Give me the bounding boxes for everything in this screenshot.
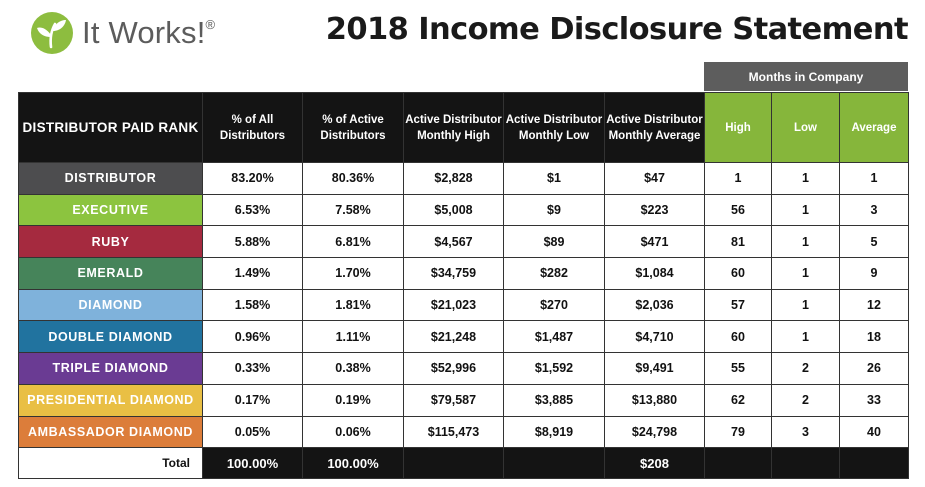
months-low-cell: 1 (772, 258, 840, 290)
months-avg-cell: 9 (840, 258, 909, 290)
monthly-avg-cell: $13,880 (605, 384, 705, 416)
total-row (19, 448, 909, 479)
monthly-high-cell: $21,023 (404, 289, 504, 321)
rank-cell: EMERALD (19, 258, 203, 290)
column-header: High (705, 93, 772, 163)
monthly-low-cell: $270 (504, 289, 605, 321)
pct-all-cell: 0.05% (203, 416, 303, 448)
pct-all-cell: 83.20% (203, 163, 303, 195)
table-row (19, 226, 909, 258)
months-low-cell: 2 (772, 353, 840, 385)
table-row (19, 289, 909, 321)
rank-cell: AMBASSADOR DIAMOND (19, 416, 203, 448)
months-low-cell: 1 (772, 289, 840, 321)
column-header: % of Active Distributors (303, 93, 404, 163)
table-row (19, 416, 909, 448)
monthly-avg-cell: $2,036 (605, 289, 705, 321)
monthly-low-cell: $282 (504, 258, 605, 290)
brand-name: It Works! (82, 15, 206, 50)
registered-mark: ® (205, 17, 216, 32)
months-avg-cell: 12 (840, 289, 909, 321)
total-avg: $208 (605, 448, 705, 479)
months-low-cell: 1 (772, 226, 840, 258)
months-high-cell: 60 (705, 258, 772, 290)
total-months-high (705, 448, 772, 479)
pct-all-cell: 0.33% (203, 353, 303, 385)
rank-cell: DOUBLE DIAMOND (19, 321, 203, 353)
months-high-cell: 1 (705, 163, 772, 195)
monthly-high-cell: $5,008 (404, 194, 504, 226)
monthly-low-cell: $8,919 (504, 416, 605, 448)
total-active: 100.00% (303, 448, 404, 479)
monthly-avg-cell: $47 (605, 163, 705, 195)
total-low (504, 448, 605, 479)
months-low-cell: 1 (772, 194, 840, 226)
months-high-cell: 79 (705, 416, 772, 448)
column-header: Average (840, 93, 909, 163)
months-low-cell: 2 (772, 384, 840, 416)
monthly-low-cell: $9 (504, 194, 605, 226)
monthly-high-cell: $2,828 (404, 163, 504, 195)
months-avg-cell: 33 (840, 384, 909, 416)
pct-active-cell: 0.06% (303, 416, 404, 448)
monthly-avg-cell: $1,084 (605, 258, 705, 290)
table-row (19, 163, 909, 195)
monthly-high-cell: $34,759 (404, 258, 504, 290)
column-header: Active Distributor Monthly High (404, 93, 504, 163)
monthly-high-cell: $52,996 (404, 353, 504, 385)
rank-cell: DIAMOND (19, 289, 203, 321)
monthly-low-cell: $3,885 (504, 384, 605, 416)
monthly-high-cell: $115,473 (404, 416, 504, 448)
table-row (19, 258, 909, 290)
months-low-cell: 1 (772, 163, 840, 195)
months-high-cell: 56 (705, 194, 772, 226)
pct-all-cell: 6.53% (203, 194, 303, 226)
brand-logo (30, 10, 215, 56)
table-header-row (19, 93, 909, 163)
column-header: Active Distributor Monthly Average (605, 93, 705, 163)
leaf-logo-icon (30, 11, 74, 55)
total-label: Total (19, 448, 203, 479)
monthly-avg-cell: $471 (605, 226, 705, 258)
months-avg-cell: 3 (840, 194, 909, 226)
table-row (19, 194, 909, 226)
months-high-cell: 62 (705, 384, 772, 416)
page-title: 2018 Income Disclosure Statement (325, 12, 908, 47)
months-high-cell: 60 (705, 321, 772, 353)
pct-active-cell: 0.38% (303, 353, 404, 385)
monthly-high-cell: $79,587 (404, 384, 504, 416)
total-high (404, 448, 504, 479)
brand-wordmark (82, 15, 215, 51)
total-months-low (772, 448, 840, 479)
pct-active-cell: 0.19% (303, 384, 404, 416)
pct-all-cell: 1.58% (203, 289, 303, 321)
pct-active-cell: 80.36% (303, 163, 404, 195)
table-body (19, 163, 909, 448)
months-avg-cell: 5 (840, 226, 909, 258)
rank-cell: RUBY (19, 226, 203, 258)
pct-active-cell: 1.81% (303, 289, 404, 321)
pct-active-cell: 6.81% (303, 226, 404, 258)
table-row (19, 353, 909, 385)
months-avg-cell: 18 (840, 321, 909, 353)
monthly-avg-cell: $4,710 (605, 321, 705, 353)
months-low-cell: 1 (772, 321, 840, 353)
months-high-cell: 55 (705, 353, 772, 385)
pct-active-cell: 1.11% (303, 321, 404, 353)
pct-all-cell: 1.49% (203, 258, 303, 290)
rank-cell: EXECUTIVE (19, 194, 203, 226)
months-low-cell: 3 (772, 416, 840, 448)
total-months-avg (840, 448, 909, 479)
pct-active-cell: 1.70% (303, 258, 404, 290)
months-high-cell: 57 (705, 289, 772, 321)
table-row (19, 384, 909, 416)
monthly-avg-cell: $223 (605, 194, 705, 226)
pct-all-cell: 5.88% (203, 226, 303, 258)
monthly-low-cell: $1,592 (504, 353, 605, 385)
monthly-avg-cell: $9,491 (605, 353, 705, 385)
monthly-high-cell: $4,567 (404, 226, 504, 258)
monthly-low-cell: $1 (504, 163, 605, 195)
total-all: 100.00% (203, 448, 303, 479)
monthly-low-cell: $89 (504, 226, 605, 258)
monthly-high-cell: $21,248 (404, 321, 504, 353)
rank-cell: PRESIDENTIAL DIAMOND (19, 384, 203, 416)
months-high-cell: 81 (705, 226, 772, 258)
pct-all-cell: 0.96% (203, 321, 303, 353)
monthly-low-cell: $1,487 (504, 321, 605, 353)
pct-active-cell: 7.58% (303, 194, 404, 226)
table-row (19, 321, 909, 353)
pct-all-cell: 0.17% (203, 384, 303, 416)
months-avg-cell: 1 (840, 163, 909, 195)
months-avg-cell: 40 (840, 416, 909, 448)
monthly-avg-cell: $24,798 (605, 416, 705, 448)
column-header: % of All Distributors (203, 93, 303, 163)
rank-cell: DISTRIBUTOR (19, 163, 203, 195)
income-disclosure-table (18, 92, 909, 479)
months-avg-cell: 26 (840, 353, 909, 385)
rank-cell: TRIPLE DIAMOND (19, 353, 203, 385)
column-header: Low (772, 93, 840, 163)
column-header: Active Distributor Monthly Low (504, 93, 605, 163)
column-header: DISTRIBUTOR PAID RANK (19, 93, 203, 163)
months-in-company-header: Months in Company (704, 62, 908, 91)
